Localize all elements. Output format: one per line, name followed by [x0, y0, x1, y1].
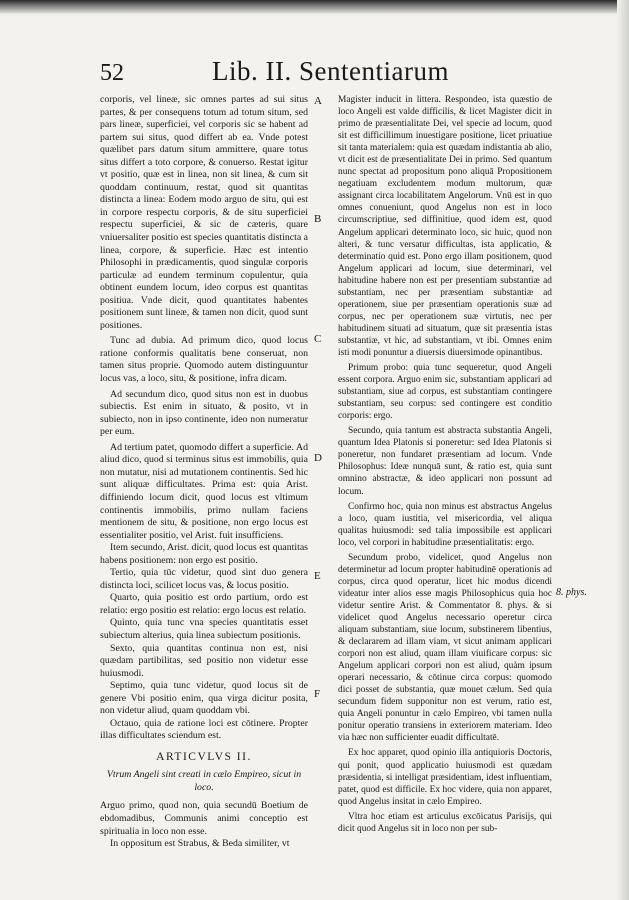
right-column — [338, 94, 552, 835]
running-title: Lib. II. Sententiarum — [212, 56, 449, 86]
scan-top-edge — [0, 0, 629, 14]
right-paragraph: Confirmo hoc, quia non minus est abstractus Angelus a loco, quam iustitia, vel misericordia, vel aliqua qualitas huiusmodi: sed talia impossibile est applicari loco, vel corpori in habitudine præsentialitatis: ergo. — [338, 501, 552, 548]
left-paragraph: Tertio, quia tūc videtur, quod sint duo genera distincta loci, scilicet locus vas, & locus positio. — [100, 567, 308, 591]
margin-letter-d: D — [314, 452, 322, 464]
right-paragraph: Secundum probo, videlicet, quod Angelus non determinetur ad locum propter habitudinē operationis ad corpus, circa quod operatur, licet hic modus dicendi videatur inter alios esse magis Philosophicus quia hoc videtur sentire Arist. & Commentator 8. phys. & si videlicet quod Angelus necessario operetur circa aliquam substantiam, siue locum, substinerem libentius, & declararem ad illam viam, vt sicut animam applicari corpori non est aliud, quam illam viuificare corpus: sic Angelum applicari corpori non est aliud, quàm ipsum operari necessario, & cōtinue circa corpus: quomodo dici posset de substantia, quæ mouet cælum. Sed quia secundum fidem supponitur non est verum, ratio est, quia Angeli ponuntur in cælo Empireo, vbi tamen nulla ponitur operatio transiens in exteriorem materiam. Ideo via hæc non sufficienter euadit difficultatē. — [338, 552, 552, 744]
right-paragraph: Ex hoc apparet, quod opinio illa antiquioris Doctoris, qui ponit, quod applicatio huiusmodi est quædam præsidentia, si intelligat præsidentiam, idest influentiam, patet, quod est difficile. Ex hoc videre, quia non apparet, quod Angelus insitat in cælo Empireo. — [338, 748, 552, 807]
right-paragraph: Magister inducit in littera. Respondeo, ista quæstio de loco Angeli est valde difficilis, & licet Magister dicit in primo de præsentialitate Dei, vel specie ad locum, quod sit est difficillimum inuestigare positione, licet priuatiue sit tanta materialem: quia est quædam indistantia ab alio, vt dicit est de præsentialitate Dei in primo. Sed quantum nunc spectat ad propositum pono aliquā Propositionem negatiuam excludentem modum multorum, quæ assignant circa locabilitatem Angelorum. Vnū est in quo omnes conueniunt, quod Angelus non est in loco circumscriptiue, sed diffinitiue, quod idem est, quod Angelum applicari determinato loco, sic huic, quod non alteri, & tunc versatur difficultas, ista applicatio, & determinatio quid est. Pono ergo illam positionem, quod Angelum applicari ad locum, siue determinari, vel habitudine habere non est per presentiam substantiæ ad substantiam, nec per præsentiam substantiæ ad operationem, siue per præsentiam operationis suæ ad corpus, nec per operationem suæ virtutis, nec per habitudinem situati ad situatum, quæ sit præsentia istas substantiæ, vt hic, ad substantiam, vt ibi. Omnes enim isti modi ponuntur a diuersis diuersimode opinantibus. — [338, 95, 552, 358]
left-paragraph: Sexto, quia quantitas continua non est, nisi quædam partibilitas, sed positio non videtur esse huiusmodi. — [100, 642, 308, 679]
article-paragraph: In oppositum est Strabus, & Beda similiter, vt — [110, 838, 290, 850]
left-paragraph: Ad secundum dico, quod situs non est in duobus subiectis. Est enim in situato, & posito, vt in subiecto, non in ipso continente, ideo non numeratur per eum. — [100, 388, 308, 438]
left-paragraph: Tunc ad dubia. Ad primum dico, quod locus ratione conformis qualitatis bene conseruat, non tamen situs proprie. Quomodo autem distinguuntur locus vas, a loco, situ, & positione, infra dicam. — [100, 335, 308, 385]
right-paragraph: Primum probo: quia tunc sequeretur, quod Angeli essent corpora. Arguo enim sic, substantiam applicari ad substantiam, siue ad corpus, est substantiam contingere substantiam, seu corpus: sed contingere est conditio corporis: ergo. — [338, 363, 552, 422]
scan-right-edge — [617, 0, 629, 900]
margin-letter-a: A — [314, 95, 322, 107]
right-paragraph: Vltra hoc etiam est articulus excōicatus Parisijs, qui dicit quod Angelus sit in loco non per sub- — [338, 811, 552, 834]
left-paragraph: Octauo, quia de ratione loci est cōtinere. Propter illas difficultates sciendum est. — [100, 717, 308, 742]
article-heading: ARTICVLVS II. — [156, 750, 252, 763]
left-paragraph: Septimo, quia tunc videtur, quod locus sit de genere Vbi positio enim, qua virga dicitur posita, non videtur aliud, quam quoddam vbi. — [100, 680, 308, 717]
article-paragraph: Arguo primo, quod non, quia secundū Boetium de ebdomadibus, Communis animi conceptio est spiritualia in loco non esse. — [100, 800, 308, 837]
left-paragraph: Ad tertium patet, quomodo differt a superficie. Ad aliud dico, quod si terminus situs est immobilis, quia non mutatur, nisi ad mutationem continentis. Sed hic sunt aliquæ difficultates. Prima est: quia Arist. diffiniendo locum dicit, quod locus est vltimum continentis immobilis, primo nullam faciens mentionem de situ, & positione, non ergo locus est essentialiter positio, vel Arist. fuit insufficiens. — [100, 441, 308, 541]
article-question: Vtrum Angeli sint creati in cælo Empireo, sicut in loco. — [106, 769, 302, 793]
left-paragraph: corporis, vel lineæ, sic omnes partes ad sui situs partes, & per consequens totum ad totum situm, sed pars lineæ, superficiei, vel corporis sic se habent ad partem sui situs, quod differt ab ea. Vnde potest quælibet pars datum situm ammittere, quare totus situs differt a toto corpore, & conuerso. Restat igitur vt positio, quæ est in linea, non sit linea, & cum sit quoddam continuum, restat, quod sit quantitas distincta a linea: Eodem modo arguo de situ, qui est in corpore respectu corporis, & de situ superficiei respectu superficiei, & sic de cæteris, quare vniuersaliter positio est species quantitatis distincta a linea, corpore, & superficie. Hæc est intentio Philosophi in prædicamentis, quod singulæ corporis particulæ ad eundem terminum copulentur, quia obtinent eundem locum, ideo corpus est quantitas positiua. Vnde dicit, quod quantitates habentes positionem sunt lineæ, & tamen non dicit, quod sunt positiones. — [100, 94, 308, 331]
left-paragraph: Quinto, quia tunc vna species quantitatis esset subiectum alterius, quia linea subiectum positionis. — [100, 617, 308, 641]
right-paragraph: Secundo, quia tantum est abstracta substantia Angeli, quantum Idea Platonis si poneretur: sed Idea Platonis si poneretur, non fundaret præsentiam ad locum. Vnde Philosophus: Ideæ nunquā sunt, & ratio est, quia sunt omnino abstractæ, & ideo applicari non possunt ad locum. — [338, 426, 552, 497]
margin-letter-f: F — [314, 688, 321, 700]
margin-letter-c: C — [314, 333, 322, 345]
left-paragraph: Quarto, quia positio est ordo partium, ordo est relatio: ergo positio est relatio: ergo locus est relatio. — [100, 592, 308, 616]
page-number: 52 — [100, 60, 124, 86]
margin-side-note: 8. phys. — [556, 587, 587, 598]
margin-letter-e: E — [314, 570, 321, 582]
left-column — [100, 94, 308, 851]
margin-letter-b: B — [314, 213, 322, 225]
left-paragraph: Item secundo, Arist. dicit, quod locus est quantitas habens positionem: non ergo est positio. — [100, 542, 308, 566]
